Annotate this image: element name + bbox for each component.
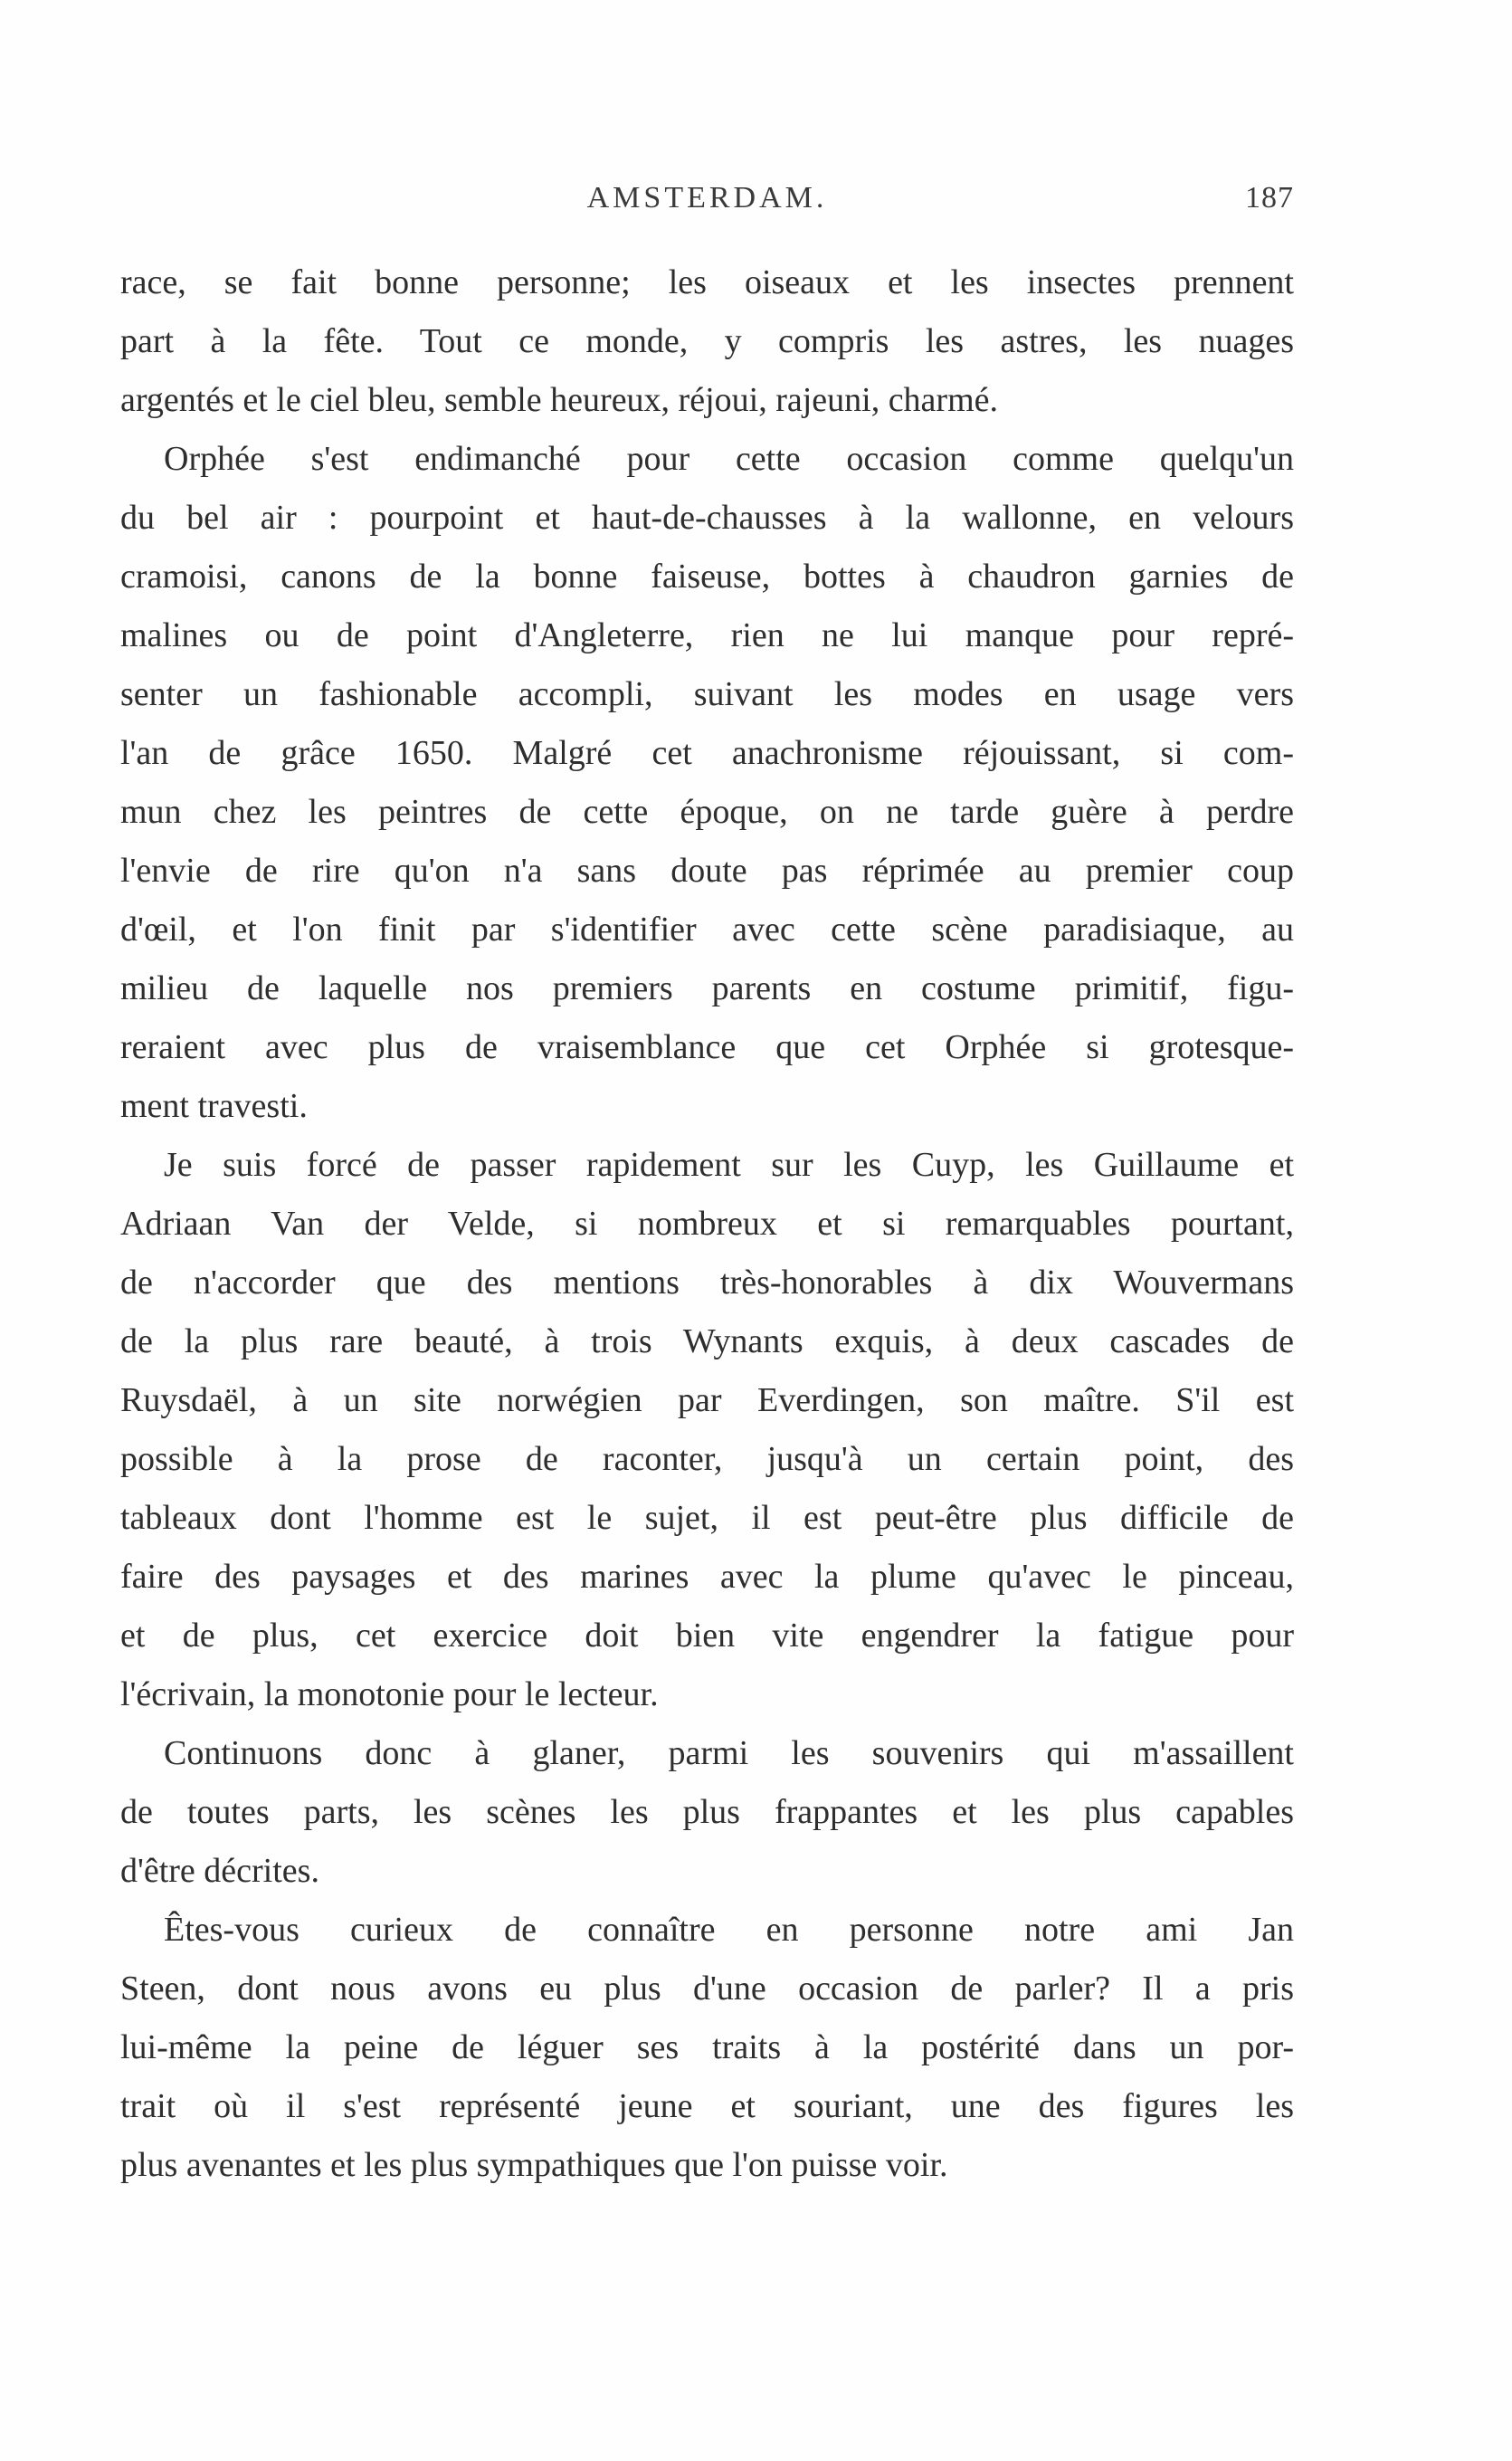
body-text xyxy=(120,253,1294,2195)
text-line: de n'accorder que des mentions très-honorables à dix Wouvermans xyxy=(120,1264,1294,1302)
text-line: malines ou de point d'Angleterre, rien ne lui manque pour repré- xyxy=(120,616,1294,654)
running-head xyxy=(120,181,1294,235)
text-line: l'an de grâce 1650. Malgré cet anachronisme réjouissant, si com- xyxy=(120,734,1294,772)
running-title: AMSTERDAM. xyxy=(586,181,828,215)
text-line: milieu de laquelle nos premiers parents en costume primitif, figu- xyxy=(120,969,1294,1007)
text-line: senter un fashionable accompli, suivant les modes en usage vers xyxy=(120,675,1294,713)
text-line: cramoisi, canons de la bonne faiseuse, bottes à chaudron garnies de xyxy=(120,558,1294,596)
paragraph xyxy=(120,1724,1294,1901)
text-line: part à la fête. Tout ce monde, y compris les astres, les nuages xyxy=(120,322,1294,360)
text-line: tableaux dont l'homme est le sujet, il est peut-être plus difficile de xyxy=(120,1499,1294,1537)
paragraph xyxy=(120,430,1294,1136)
text-line: de la plus rare beauté, à trois Wynants exquis, à deux cascades de xyxy=(120,1322,1294,1360)
text-line: Adriaan Van der Velde, si nombreux et si remarquables pourtant, xyxy=(120,1205,1294,1243)
text-line: l'envie de rire qu'on n'a sans doute pas réprimée au premier coup xyxy=(120,852,1294,890)
text-line: faire des paysages et des marines avec la plume qu'avec le pinceau, xyxy=(120,1558,1294,1596)
text-line: Orphée s'est endimanché pour cette occasion comme quelqu'un xyxy=(164,440,1294,478)
paragraph xyxy=(120,1136,1294,1724)
text-line: l'écrivain, la monotonie pour le lecteur. xyxy=(120,1675,659,1713)
text-line: Steen, dont nous avons eu plus d'une occasion de parler? Il a pris xyxy=(120,1970,1294,2008)
text-line: mun chez les peintres de cette époque, on ne tarde guère à perdre xyxy=(120,793,1294,831)
text-line: ment travesti. xyxy=(120,1087,308,1125)
text-line: plus avenantes et les plus sympathiques que l'on puisse voir. xyxy=(120,2146,948,2184)
text-line: d'être décrites. xyxy=(120,1852,319,1890)
text-line: et de plus, cet exercice doit bien vite engendrer la fatigue pour xyxy=(120,1617,1294,1655)
paragraph xyxy=(120,253,1294,430)
text-line: Continuons donc à glaner, parmi les souvenirs qui m'assaillent xyxy=(164,1734,1294,1772)
text-line: lui-même la peine de léguer ses traits à la postérité dans un por- xyxy=(120,2028,1294,2066)
text-line: Je suis forcé de passer rapidement sur les Cuyp, les Guillaume et xyxy=(164,1146,1294,1184)
text-line: de toutes parts, les scènes les plus frappantes et les plus capables xyxy=(120,1793,1294,1831)
text-line: race, se fait bonne personne; les oiseaux et les insectes prennent xyxy=(120,263,1294,301)
text-line: argentés et le ciel bleu, semble heureux, réjoui, rajeuni, charmé. xyxy=(120,381,999,419)
text-line: du bel air : pourpoint et haut-de-chausses à la wallonne, en velours xyxy=(120,499,1294,537)
text-line: possible à la prose de raconter, jusqu'à un certain point, des xyxy=(120,1440,1294,1478)
paragraph xyxy=(120,1901,1294,2195)
text-line: d'œil, et l'on finit par s'identifier avec cette scène paradisiaque, au xyxy=(120,911,1294,949)
page-number: 187 xyxy=(1245,181,1294,215)
text-line: reraient avec plus de vraisemblance que cet Orphée si grotesque- xyxy=(120,1028,1294,1066)
text-line: Êtes-vous curieux de connaître en personne notre ami Jan xyxy=(164,1911,1294,1949)
text-line: trait où il s'est représenté jeune et souriant, une des figures les xyxy=(120,2087,1294,2125)
text-line: Ruysdaël, à un site norwégien par Everdingen, son maître. S'il est xyxy=(120,1381,1294,1419)
